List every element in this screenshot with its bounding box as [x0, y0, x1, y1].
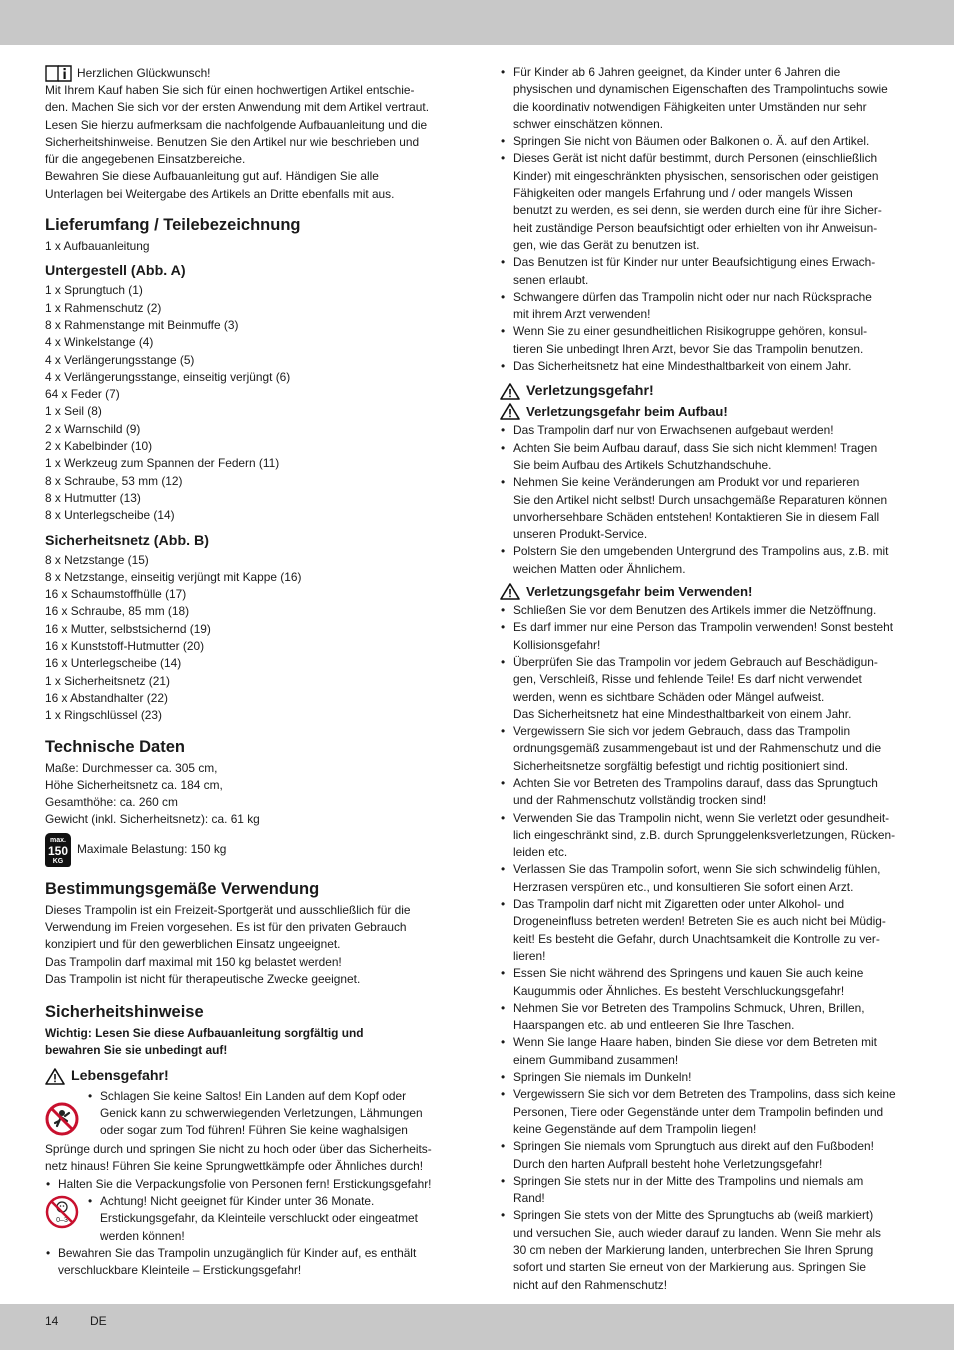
part-item: 16 x Mutter, selbstsichernd (19) [45, 621, 211, 636]
part-item: 1 x Werkzeug zum Spannen der Federn (11) [45, 456, 280, 471]
part-item: 1 x Rahmenschutz (2) [45, 300, 162, 315]
warning-triangle-icon [500, 403, 520, 420]
top-bar [0, 0, 954, 45]
tech-line: Gesamthöhe: ca. 260 cm [45, 795, 178, 810]
list-item: • Springen Sie stets nur in der Mitte des Trampolins und niemals am Rand! [500, 1173, 912, 1208]
part-item: 8 x Rahmenstange mit Beinmuffe (3) [45, 317, 239, 332]
part-item: 1 x Sicherheitsnetz (21) [45, 673, 170, 688]
list-item: • Springen Sie niemals im Dunkeln! [500, 1069, 912, 1086]
intro-line: Lesen Sie hierzu aufmerksam die nachfolgende Aufbauanleitung und die [45, 117, 428, 132]
list-item: • Schlagen Sie keine Saltos! Ein Landen auf dem Kopf oder Genick kann zu schwerwiegenden Verletzungen, Lähmungen oder sogar zum Tod führen! Führen Sie keine waghalsigen [87, 1088, 457, 1140]
part-item: 8 x Hutmutter (13) [45, 490, 141, 505]
part-item: 4 x Verlängerungsstange (5) [45, 352, 195, 367]
salto-line: netz hinaus! Führen Sie keine Sprungwettkämpfe oder Ähnliches durch! [45, 1159, 424, 1174]
part-item: 64 x Feder (7) [45, 387, 120, 402]
list-item: • Schließen Sie vor dem Benutzen des Artikels immer die Netzöffnung. [500, 602, 912, 619]
bestimmung-line: Das Trampolin darf maximal mit 150 kg belastet werden! [45, 954, 342, 969]
part-item: 1 x Ringschlüssel (23) [45, 708, 162, 723]
wichtig-line: bewahren Sie sie unbedingt auf! [45, 1043, 228, 1058]
list-item: • Achten Sie beim Aufbau darauf, dass Sie sich nicht klemmen! Tragen Sie beim Aufbau des Artikels Schutzhandschuhe. [500, 440, 912, 475]
salto-warning [45, 1088, 457, 1141]
list-item: • Schwangere dürfen das Trampolin nicht oder nur nach Rücksprache mit ihrem Arzt verwenden! [500, 289, 912, 324]
sicherheitsnetz-list [45, 552, 457, 725]
bestimmung-line: Dieses Trampolin ist ein Freizeit-Sportgerät und ausschließlich für die [45, 902, 411, 917]
manual-info-icon [45, 64, 73, 82]
list-item: • Halten Sie die Verpackungsfolie von Personen fern! Erstickungsgefahr! [45, 1176, 457, 1193]
list-item: • Achtung! Nicht geeignet für Kinder unter 36 Monate. Erstickungsgefahr, da Kleinteile verschluckt oder eingeatmet werden können! [87, 1193, 457, 1245]
intro-line: für die angegebenen Einsatzbereiche. [45, 152, 246, 167]
list-item: • Springen Sie niemals vom Sprungtuch aus direkt auf den Fußboden! Durch den harten Aufprall besteht hohe Verletzungsgefahr! [500, 1138, 912, 1173]
weight-150kg-icon: max. 150 KG [45, 833, 71, 867]
list-item: • Wenn Sie lange Haare haben, binden Sie diese vor dem Betreten mit einem Gummiband zusammen! [500, 1034, 912, 1069]
list-item: • Das Trampolin darf nicht mit Zigaretten oder unter Alkohol- und Drogeneinfluss betreten werden! Betreten Sie es auch nicht bei Müdig- keit! Es besteht die Gefahr, durch Unachtsamkeit die Kontrolle zu ver- lieren! [500, 896, 912, 965]
wichtig-note [45, 1025, 457, 1060]
list-item: • Es darf immer nur eine Person das Trampolin verwenden! Sonst besteht Kollisionsgefahr! [500, 619, 912, 654]
lieferumfang-item: 1 x Aufbauanleitung [45, 239, 150, 254]
warning-triangle-icon [500, 383, 520, 400]
heading-technische-daten: Technische Daten [45, 737, 185, 756]
general-safety-list [500, 64, 912, 375]
list-item: • Das Benutzen ist für Kinder nur unter Beaufsichtigung eines Erwach- senen erlaubt. [500, 254, 912, 289]
heading-verwenden: Verletzungsgefahr beim Verwenden! [500, 583, 912, 600]
page-number: 14 [45, 1314, 59, 1328]
list-item: • Vergewissern Sie sich vor dem Betreten des Trampolins, dass sich keine Personen, Tiere oder Gegenstände unter dem Trampolin befinden und keine Gegenstände auf dem Trampolin liegen! [500, 1086, 912, 1138]
heading-verletzungsgefahr: Verletzungsgefahr! [500, 383, 912, 400]
wichtig-line: Wichtig: Lesen Sie diese Aufbauanleitung sorgfältig und [45, 1026, 364, 1041]
list-item: • Bewahren Sie das Trampolin unzugänglich für Kinder auf, es enthält verschluckbare Kleinteile – Erstickungsgefahr! [45, 1245, 457, 1280]
warning-triangle-icon [45, 1068, 65, 1085]
svg-text:0–3: 0–3 [56, 1216, 68, 1224]
heading-sicherheitsnetz: Sicherheitsnetz (Abb. B) [45, 532, 209, 549]
list-item: • Springen Sie nicht von Bäumen oder Balkonen o. Ä. auf den Artikel. [500, 133, 912, 150]
tech-line: Höhe Sicherheitsnetz ca. 184 cm, [45, 777, 223, 792]
verwenden-list [500, 602, 912, 1294]
list-item: • Springen Sie stets von der Mitte des Sprungtuchs ab (weiß markiert) und versuchen Sie, auch wieder darauf zu landen. Wenn Sie mehr als 30 cm neben der Markierung landen, unterbrechen Sie Ihren Sprung sofort und starten Sie erneut von der Markierung aus. Springen Sie nicht auf den Rahmenschutz! [500, 1207, 912, 1293]
list-item: • Verwenden Sie das Trampolin nicht, wenn Sie verletzt oder gesundheit- lich eingeschränkt sind, z.B. durch Sprunggelenksverletzungen, Rücken- leiden etc. [500, 810, 912, 862]
intro-line: den. Machen Sie sich vor der ersten Anwendung mit dem Artikel vertraut. [45, 100, 429, 115]
part-item: 4 x Winkelstange (4) [45, 335, 154, 350]
list-item: • Polstern Sie den umgebenden Untergrund des Trampolins aus, z.B. mit weichen Matten oder Ähnlichem. [500, 543, 912, 578]
list-item: • Achten Sie vor Betreten des Trampolins darauf, dass das Sprungtuch und der Rahmenschutz vollständig trocken sind! [500, 775, 912, 810]
part-item: 8 x Schraube, 53 mm (12) [45, 473, 183, 488]
part-item: 8 x Unterlegscheibe (14) [45, 508, 175, 523]
bestimmung-line: Das Trampolin ist nicht für therapeutische Zwecke geeignet. [45, 971, 361, 986]
salto-warning-continued [45, 1141, 457, 1176]
intro-line: Mit Ihrem Kauf haben Sie sich für einen hochwertigen Artikel entschie- [45, 83, 415, 97]
part-item: 16 x Schraube, 85 mm (18) [45, 604, 190, 619]
list-item: • Dieses Gerät ist nicht dafür bestimmt, durch Personen (einschließlich Kinder) mit eingeschränkten physischen, sensorischen oder geistigen Fähigkeiten oder mangels Erfahrung und / oder mangels Wissen benutzt zu werden, es sei denn, sie werden durch eine für ihre Sicher- heit zuständige Person beaufsichtigt oder erhielten von ihr Anweisun- gen, wie das Gerät zu benutzen ist. [500, 150, 912, 254]
tech-line: Maße: Durchmesser ca. 305 cm, [45, 760, 218, 775]
list-item: • Überprüfen Sie das Trampolin vor jedem Gebrauch auf Beschädigun- gen, Verschleiß, Risse und fehlende Teile! Es darf nicht verwendet werden, wenn es sichtbare Schäden oder Mängel aufweist. Das Sicherheitsnetz hat eine Mindesthaltbarkeit von einem Jahr. [500, 654, 912, 723]
aufbau-list [500, 422, 912, 578]
list-item: • Nehmen Sie keine Veränderungen am Produkt vor und reparieren Sie den Artikel nicht selbst! Durch unsachgemäße Reparaturen können unvorhersehbare Schäden entstehen! Kontaktieren Sie in diesem Fall unseren Produkt-Service. [500, 474, 912, 543]
list-item: • Essen Sie nicht während des Springens und kauen Sie auch keine Kaugummis oder Ähnliches. Es besteht Verschluckungsgefahr! [500, 965, 912, 1000]
intro-title: Herzlichen Glückwunsch! [77, 65, 211, 80]
part-item: 4 x Verlängerungsstange, einseitig verjüngt (6) [45, 369, 291, 384]
heading-lebensgefahr: Lebensgefahr! [45, 1068, 457, 1085]
salto-line: Sprünge durch und springen Sie nicht zu hoch oder über das Sicherheits- [45, 1142, 432, 1157]
intro-title-row [45, 64, 457, 82]
part-item: 8 x Netzstange, einseitig verjüngt mit Kappe (16) [45, 569, 302, 584]
part-item: 1 x Sprungtuch (1) [45, 283, 143, 298]
heading-lieferumfang: Lieferumfang / Teilebezeichnung [45, 216, 301, 235]
intro-line: Bewahren Sie diese Aufbauanleitung gut auf. Händigen Sie alle [45, 169, 379, 184]
language-code: DE [90, 1314, 107, 1328]
list-item: • Vergewissern Sie sich vor jedem Gebrauch, dass das Trampolin ordnungsgemäß zusammengebaut ist und der Rahmenschutz und die Sicherheitsnetze sorgfältig befestigt und richtig positioniert sind. [500, 723, 912, 775]
right-column [500, 64, 912, 1294]
max-load-text: Maximale Belastung: 150 kg [77, 842, 227, 857]
intro-line: Unterlagen bei Weitergabe des Artikels an Dritte ebenfalls mit aus. [45, 186, 395, 201]
list-item: • Verlassen Sie das Trampolin sofort, wenn Sie sich schwindelig fühlen, Herzrasen verspüren etc., und konsultieren Sie sofort einen Arzt. [500, 861, 912, 896]
list-item: • Das Sicherheitsnetz hat eine Mindesthaltbarkeit von einem Jahr. [500, 358, 912, 375]
heading-sicherheitshinweise: Sicherheitshinweise [45, 1003, 204, 1022]
intro-text [45, 82, 457, 203]
list-item: • Wenn Sie zu einer gesundheitlichen Risikogruppe gehören, konsul- tieren Sie unbedingt Ihren Arzt, bevor Sie das Trampolin benutzen. [500, 323, 912, 358]
part-item: 16 x Kunststoff-Hutmutter (20) [45, 639, 205, 654]
part-item: 2 x Kabelbinder (10) [45, 439, 153, 454]
part-item: 16 x Unterlegscheibe (14) [45, 656, 182, 671]
intro-line: Sicherheitshinweise. Benutzen Sie den Artikel nur wie beschrieben und [45, 134, 420, 149]
list-item: • Das Trampolin darf nur von Erwachsenen aufgebaut werden! [500, 422, 912, 439]
part-item: 16 x Abstandhalter (22) [45, 690, 168, 705]
max-load-row [45, 833, 457, 867]
list-item: • Für Kinder ab 6 Jahren geeignet, da Kinder unter 6 Jahren die physischen und dynamischen Eigenschaften des Trampolintuchs sowie die koordinativ notwendigen Fähigkeiten unter Umständen nur sehr schwer einschätzen können. [500, 64, 912, 133]
part-item: 1 x Seil (8) [45, 404, 102, 419]
not-for-under-3-icon [45, 1195, 79, 1229]
age-warning [45, 1193, 457, 1245]
untergestell-list [45, 282, 457, 524]
heading-untergestell: Untergestell (Abb. A) [45, 263, 186, 280]
left-column [45, 64, 457, 1279]
tech-line: Gewicht (inkl. Sicherheitsnetz): ca. 61 kg [45, 812, 260, 827]
part-item: 8 x Netzstange (15) [45, 552, 149, 567]
heading-aufbau: Verletzungsgefahr beim Aufbau! [500, 403, 912, 420]
warning-triangle-icon [500, 583, 520, 600]
bottom-bar [0, 1304, 954, 1350]
bestimmung-text [45, 902, 457, 988]
no-somersault-icon [45, 1102, 79, 1136]
bestimmung-line: konzipiert und für den gewerblichen Einsatz ungeeignet. [45, 937, 341, 952]
bestimmung-line: Verwendung im Freien vorgesehen. Es ist für den privaten Gebrauch [45, 919, 407, 934]
technische-daten-text [45, 760, 457, 829]
part-item: 2 x Warnschild (9) [45, 421, 141, 436]
part-item: 16 x Schaumstoffhülle (17) [45, 587, 187, 602]
heading-bestimmung: Bestimmungsgemäße Verwendung [45, 879, 320, 898]
list-item: • Nehmen Sie vor Betreten des Trampolins Schmuck, Uhren, Brillen, Haarspangen etc. ab und entleeren Sie Ihre Taschen. [500, 1000, 912, 1035]
